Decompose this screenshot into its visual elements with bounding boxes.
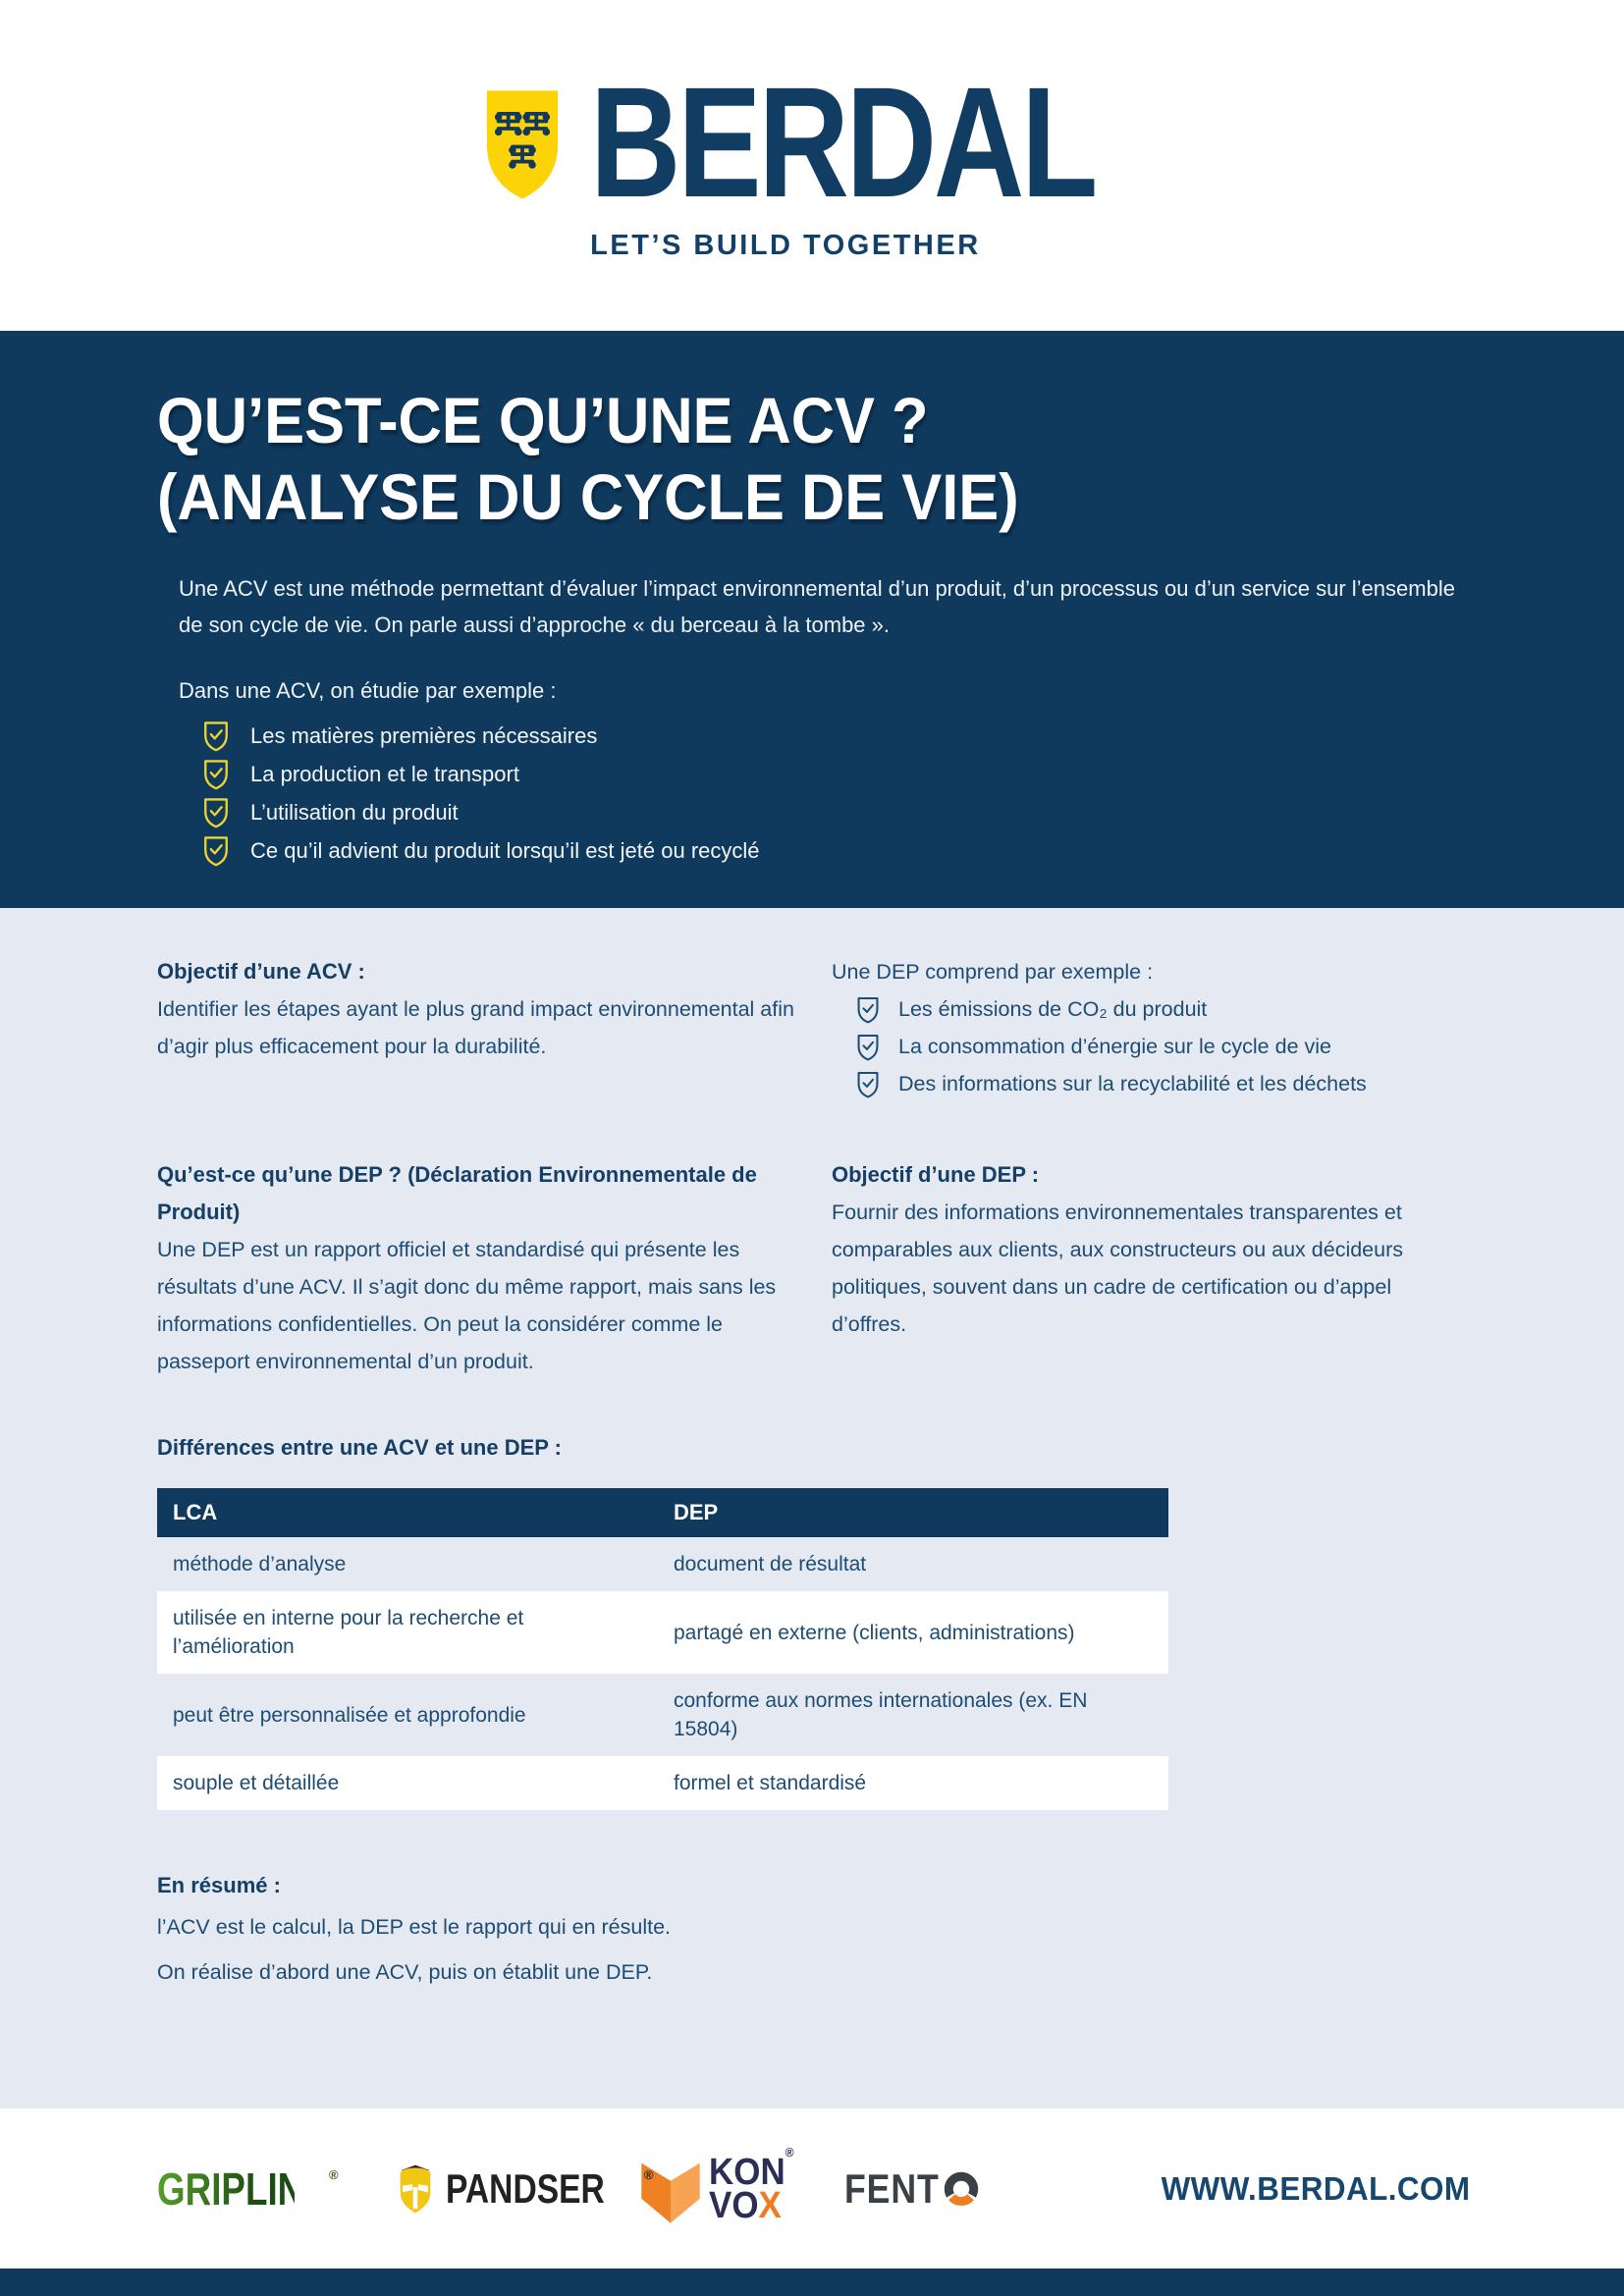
list-item — [201, 793, 1467, 831]
table-row — [157, 1537, 1168, 1591]
partner-logos — [157, 2144, 982, 2226]
brand-text — [590, 54, 1221, 262]
hero-intro: Une ACV est une méthode permettant d’évaluer l’impact environnemental d’un produit, d’un processus ou d’un service sur l’ensemble de son cycle de vie. On parle aussi d’approche « du berceau à la tombe ». — [179, 576, 1455, 637]
summary-line2: On réalise d’abord une ACV, puis on établit une DEP. — [157, 1960, 653, 1984]
list-item — [201, 717, 1467, 755]
fento-o-icon — [944, 2171, 979, 2207]
comparison-table-title: Différences entre une ACV et une DEP : — [157, 1435, 562, 1460]
list-item — [855, 1065, 1470, 1102]
page-title-line1: QU’EST-CE QU’UNE ACV ? — [157, 384, 929, 456]
pandser-helmet-icon — [393, 2163, 438, 2215]
main-section — [0, 908, 1624, 2109]
shield-check-icon — [855, 1033, 881, 1061]
objectif-dep-heading: Objectif d’une DEP : — [832, 1162, 1040, 1187]
bottom-navy-bar — [0, 2269, 1624, 2296]
brand-name: BERDAL — [590, 54, 1096, 230]
list-item — [855, 990, 1470, 1028]
registered-mark: ® — [643, 2167, 654, 2182]
table-row — [157, 1756, 1168, 1810]
berdal-logo — [481, 54, 1221, 262]
list-item-label: Les émissions de CO₂ du produit — [898, 996, 1208, 1021]
konvox-line2b: X — [758, 2184, 782, 2226]
gripline-logo — [157, 2163, 339, 2216]
table-cell: peut être personnalisée et approfondie — [173, 1703, 526, 1727]
shield-check-icon — [201, 758, 231, 790]
list-item-label: Ce qu’il advient du produit lorsqu’il est jeté ou recyclé — [250, 837, 760, 863]
summary-line1: l’ACV est le calcul, la DEP est le rapport qui en résulte. — [157, 1915, 672, 1939]
pandser-wordmark: PANDSER — [445, 2164, 605, 2212]
gripline-wordmark: GRIPLINE — [157, 2163, 328, 2215]
table-header-dep: DEP — [658, 1488, 1168, 1537]
page-title — [157, 382, 1467, 535]
table-cell: formel et standardisé — [658, 1756, 1168, 1810]
dep-contents-block — [832, 953, 1470, 1102]
shield-check-icon — [201, 834, 231, 867]
list-item-label: La production et le transport — [250, 761, 519, 786]
header — [0, 0, 1624, 331]
registered-mark: ® — [785, 2144, 794, 2160]
table-row — [157, 1674, 1168, 1756]
table-cell: utilisée en interne pour la recherche et l’amélioration — [157, 1591, 658, 1674]
table-cell: méthode d’analyse — [173, 1553, 347, 1575]
fento-logo — [844, 2165, 982, 2213]
two-column-layout — [157, 953, 1470, 1380]
summary-heading: En résumé : — [157, 1873, 281, 1897]
table-row — [157, 1591, 1168, 1674]
hero-section — [0, 331, 1624, 908]
konvox-fox-icon — [638, 2153, 703, 2225]
konvox-line2a: VO — [708, 2184, 759, 2226]
list-item-label: L’utilisation du produit — [250, 799, 459, 825]
list-item-label: Les matières premières nécessaires — [250, 722, 598, 748]
list-item — [201, 831, 1467, 870]
definition-dep-body: Une DEP est un rapport officiel et standardisé qui présente les résultats d’une ACV. Il s’agit donc du même rapport, mais sans les informations confidentielles. On peut la considérer comme le passeport environnemental d’un produit. — [157, 1238, 777, 1373]
list-item — [201, 755, 1467, 793]
website-link[interactable]: WWW.BERDAL.COM — [1161, 2169, 1470, 2207]
objectif-acv-block — [157, 953, 795, 1102]
acv-study-list — [201, 717, 1467, 870]
table-cell: conforme aux normes internationales (ex. EN 15804) — [674, 1689, 1088, 1740]
list-item — [855, 1028, 1470, 1065]
dep-contents-list — [855, 990, 1470, 1102]
list-item-label: La consommation d’énergie sur le cycle de vie — [898, 1034, 1331, 1058]
table-cell: partagé en externe (clients, administrations) — [658, 1591, 1168, 1674]
shield-check-icon — [201, 720, 231, 752]
table-header-lca: LCA — [157, 1488, 658, 1537]
objectif-dep-block — [832, 1156, 1470, 1380]
registered-mark: ® — [329, 2167, 339, 2182]
definition-dep-heading: Qu’est-ce qu’une DEP ? (Déclaration Environnementale de Produit) — [157, 1162, 757, 1224]
konvox-line1: KON — [708, 2151, 785, 2193]
shield-check-icon — [855, 995, 881, 1024]
objectif-acv-body: Identifier les étapes ayant le plus grand impact environnemental afin d’agir plus efficacement pour la durabilité. — [157, 997, 794, 1058]
objectif-acv-heading: Objectif d’une ACV : — [157, 959, 365, 984]
summary-block — [157, 1867, 1470, 1995]
table-header-row — [157, 1488, 1168, 1537]
definition-dep-block — [157, 1156, 795, 1380]
comparison-table — [157, 1488, 1168, 1810]
fento-wordmark: FENT — [843, 2164, 940, 2212]
table-cell: souple et détaillée — [157, 1756, 658, 1810]
berdal-shield-icon — [481, 79, 564, 210]
list-item-label: Des informations sur la recyclabilité et les déchets — [898, 1071, 1367, 1095]
dep-contents-heading: Une DEP comprend par exemple : — [832, 960, 1154, 984]
shield-check-icon — [855, 1070, 881, 1098]
brand-tagline: LET’S BUILD TOGETHER — [590, 230, 981, 261]
hero-list-intro: Dans une ACV, on étudie par exemple : — [179, 678, 557, 703]
pandser-logo — [393, 2163, 654, 2215]
page-title-line2: (ANALYSE DU CYCLE DE VIE) — [157, 460, 1019, 533]
konvox-logo — [638, 2144, 794, 2226]
objectif-dep-body: Fournir des informations environnementales transparentes et comparables aux clients, aux constructeurs ou aux décideurs politiques, souvent dans un cadre de certification ou d’appel d’offres. — [832, 1201, 1404, 1336]
shield-check-icon — [201, 796, 231, 828]
table-cell: document de résultat — [674, 1553, 867, 1575]
konvox-wordmark — [708, 2144, 794, 2226]
footer — [0, 2109, 1624, 2269]
